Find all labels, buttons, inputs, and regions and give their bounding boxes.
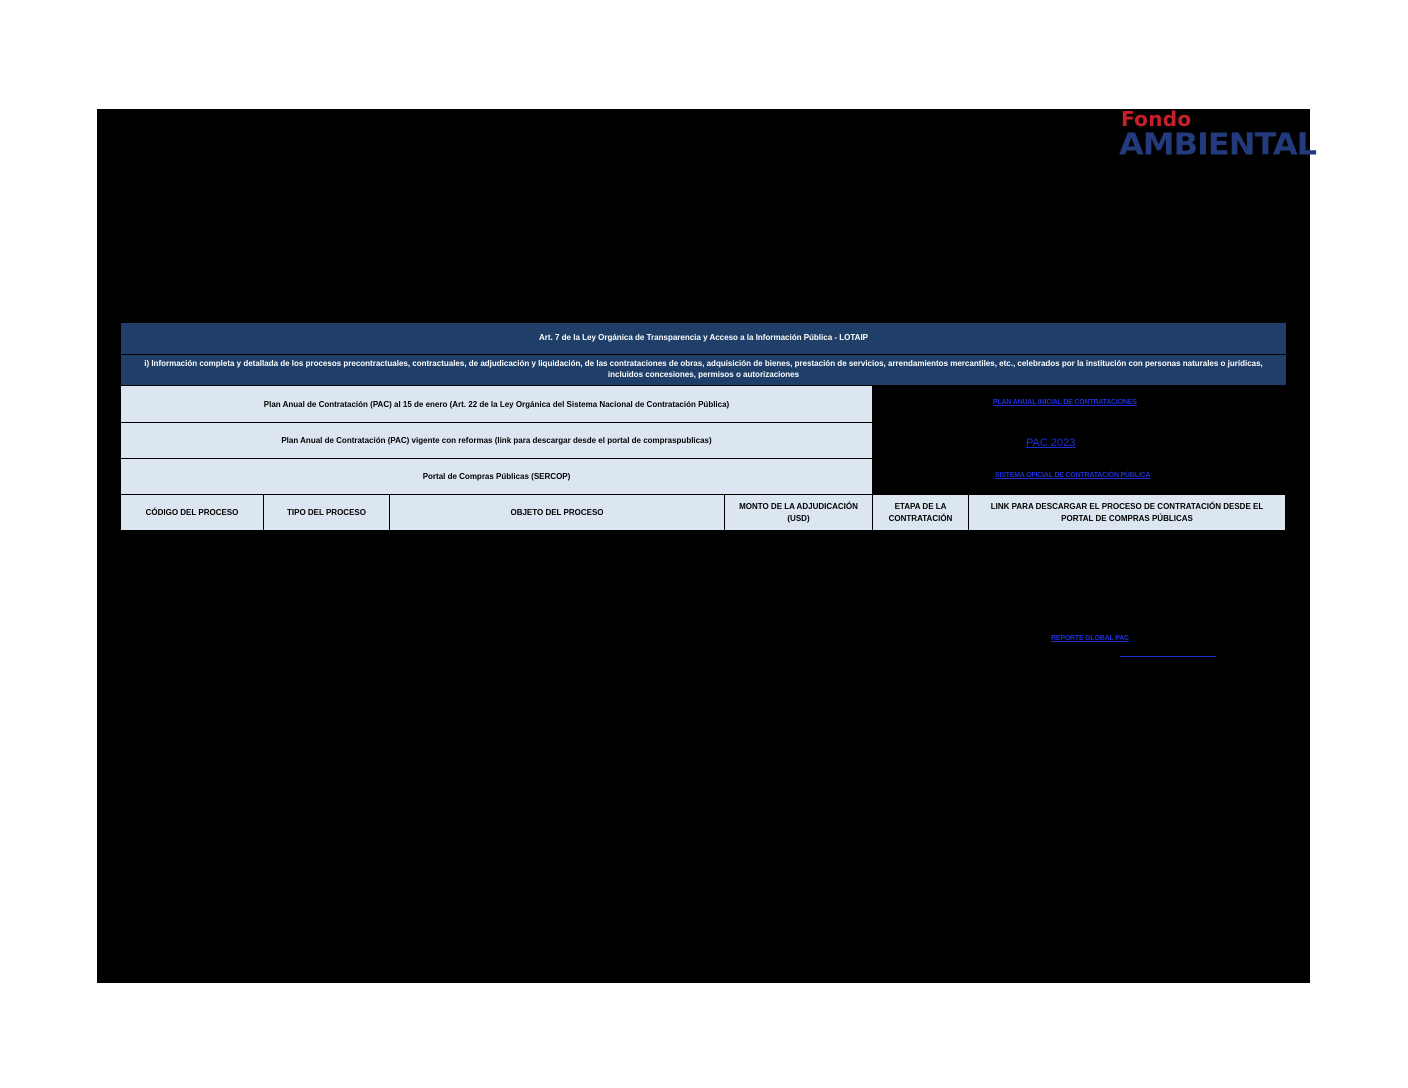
logo-line-2: AMBIENTAL [1119,126,1317,163]
global-report-link[interactable]: REPORTE GLOBAL PAC [1051,635,1129,642]
document-page [97,109,1310,983]
col-header-etapa: ETAPA DE LA CONTRATACIÓN [873,495,969,531]
link-underline-divider [1120,656,1216,657]
logo-line-1: Fondo [1121,107,1192,131]
col-header-link: LINK PARA DESCARGAR EL PROCESO DE CONTRATACIÓN DESDE EL PORTAL DE COMPRAS PÚBLICAS [969,495,1286,531]
col-header-objeto: OBJETO DEL PROCESO [390,495,725,531]
table-subtitle: i) Información completa y detallada de los procesos precontractuales, contractuales, de adjudicación y liquidación, de las contrataciones de obras, adquisición de bienes, prestación de servicios, arrendamientos mercantiles, etc., celebrados por la institución con personas naturales o jurídicas, incluidos concesiones, permisos o autorizaciones [121,355,1286,385]
pac-2023-link[interactable]: PAC 2023 [1026,437,1076,449]
sercop-link[interactable]: SISTEMA OFICIAL DE CONTRATACIÓN PÚBLICA [995,472,1151,479]
row-pac-current-label: Plan Anual de Contratación (PAC) vigente con reformas (link para descargar desde el portal de compraspublicas) [121,423,873,459]
fondo-ambiental-logo [1119,107,1317,165]
col-header-monto: MONTO DE LA ADJUDICACIÓN (USD) [725,495,873,531]
row-sercop-label: Portal de Compras Públicas (SERCOP) [121,459,873,495]
pac-initial-link[interactable]: PLAN ANUAL INICIAL DE CONTRATACIONES [993,399,1137,406]
col-header-tipo: TIPO DEL PROCESO [264,495,390,531]
col-header-codigo: CÓDIGO DEL PROCESO [121,495,264,531]
table-title: Art. 7 de la Ley Orgánica de Transparencia y Acceso a la Información Pública - LOTAIP [121,323,1286,354]
row-pac-initial-label: Plan Anual de Contratación (PAC) al 15 de enero (Art. 22 de la Ley Orgánica del Sistema Nacional de Contratación Pública) [121,386,873,423]
